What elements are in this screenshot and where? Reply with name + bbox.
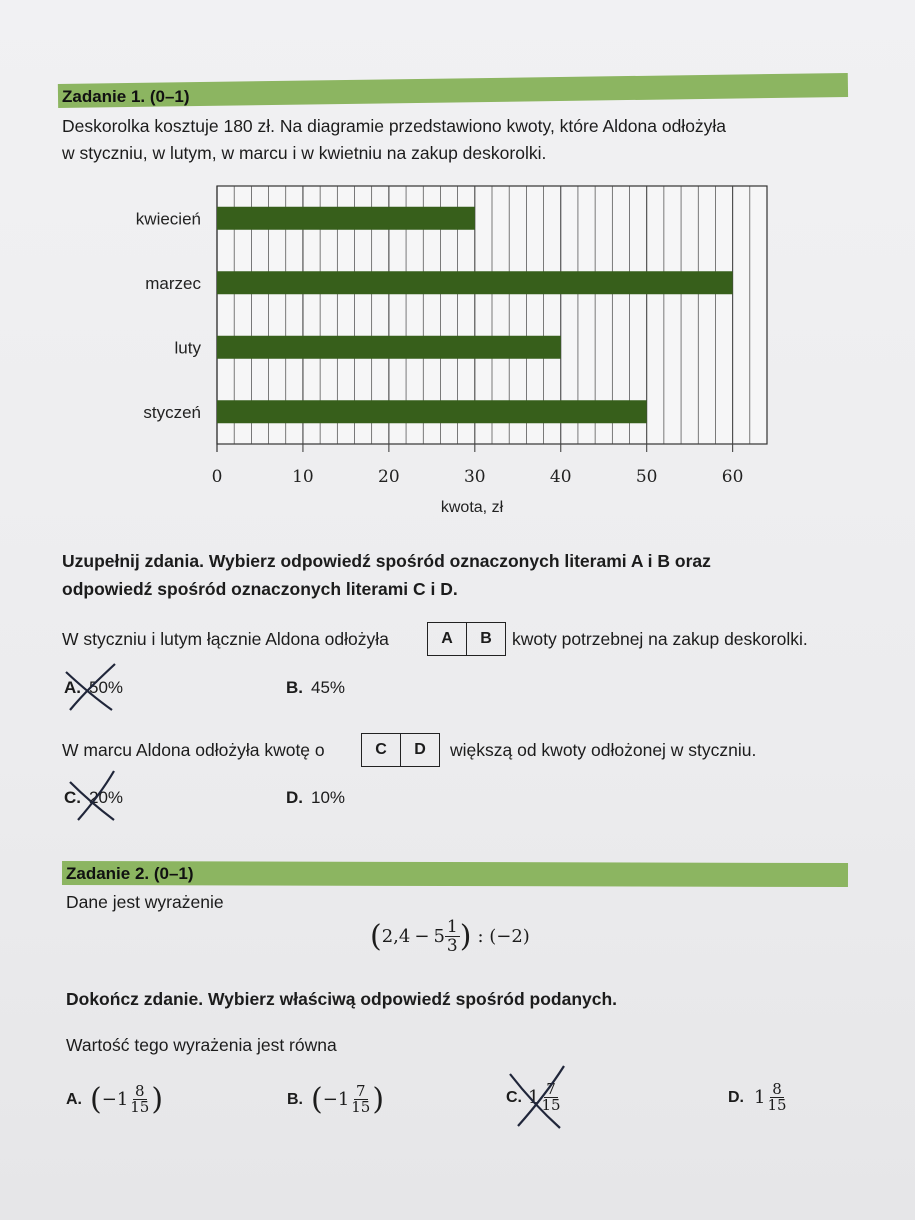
answer-b-den: 15 <box>351 1098 371 1116</box>
expr-tail: : (−2) <box>477 926 530 947</box>
bar-chart <box>0 0 915 540</box>
chart-tick-label: 20 <box>378 467 400 487</box>
answer-d-den: 15 <box>767 1096 787 1114</box>
expr-den: 3 <box>446 936 458 956</box>
answer-d-letter: D. <box>728 1088 744 1106</box>
option-d-value: 10% <box>311 788 346 807</box>
task2-instruction: Dokończ zdanie. Wybierz właściwą odpowiedź spośród podanych. <box>66 989 618 1009</box>
option-c-value: 20% <box>89 788 124 807</box>
answer-d-num: 8 <box>772 1080 782 1098</box>
chart-tick-label: 30 <box>463 467 486 487</box>
chart-category-label: kwiecień <box>135 209 201 229</box>
task2-sentence: Wartość tego wyrażenia jest równa <box>66 1035 337 1055</box>
option-b[interactable] <box>286 678 345 698</box>
answer-b-num: 7 <box>356 1082 366 1100</box>
answer-a-num: 8 <box>135 1082 145 1100</box>
expr-fraction <box>445 918 460 955</box>
choice-box-ab[interactable] <box>427 622 506 656</box>
sentence2-before: W marcu Aldona odłożyła kwotę o <box>62 740 325 760</box>
answer-a-sign: − <box>101 1089 117 1110</box>
chart-category-label: styczeń <box>143 402 201 422</box>
chart-tick-label: 50 <box>635 467 658 487</box>
task2-answer-b[interactable]: B. ( − 1 $\frac{7}{15}$ ) <box>287 1082 385 1117</box>
option-b-value: 45% <box>311 678 346 697</box>
task1-intro-line2: w styczniu, w lutym, w marcu i w kwietniu na zakup deskorolki. <box>62 143 547 163</box>
answer-b-sign: − <box>322 1089 338 1110</box>
task2-header: Zadanie 2. (0–1) <box>66 864 194 883</box>
task2-intro: Dane jest wyrażenie <box>66 892 224 912</box>
chart-tick-label: 60 <box>721 467 744 487</box>
answer-d-fraction <box>765 1082 788 1113</box>
expr-a: 2,4 <box>381 926 411 947</box>
task1-instruction-line2: odpowiedź spośród oznaczonych literami C i D. <box>62 579 458 599</box>
chart-x-axis-label: kwota, zł <box>440 499 504 516</box>
answer-b-fraction <box>349 1084 372 1115</box>
expr-num: 1 <box>446 917 458 937</box>
chart-bar <box>217 336 561 359</box>
option-c-letter: C. <box>64 788 81 807</box>
answer-b-whole: 1 <box>337 1089 350 1110</box>
answer-d-whole: 1 <box>754 1087 766 1108</box>
answer-b-letter: B. <box>287 1090 303 1108</box>
sentence1-before: W styczniu i lutym łącznie Aldona odłożyła <box>62 629 389 649</box>
expr-whole: 5 <box>433 926 445 947</box>
option-d-letter: D. <box>286 788 303 807</box>
pen-cross-icon <box>62 768 124 824</box>
option-a-value: 50% <box>89 678 124 697</box>
option-d[interactable] <box>286 788 345 808</box>
chart-tick-label: 10 <box>292 467 314 487</box>
answer-c-whole: 1 <box>528 1087 540 1108</box>
answer-c-num: 7 <box>546 1080 556 1098</box>
pen-cross-icon <box>60 660 120 715</box>
choice-a[interactable]: A <box>441 630 453 647</box>
answer-a-letter: A. <box>66 1090 82 1108</box>
task2-answer-a[interactable]: A. ( − 1 $\frac{8}{15}$ ) <box>66 1082 164 1117</box>
expr-minus: − <box>414 926 430 947</box>
choice-d[interactable]: D <box>400 734 439 766</box>
choice-box-cd[interactable] <box>361 733 440 767</box>
task2-answer-d[interactable] <box>728 1082 789 1113</box>
task2-expression: ( 2,4 − 5 $\frac{1}{3}$ ) : (−2) <box>370 917 530 956</box>
choice-b[interactable]: B <box>466 623 505 655</box>
chart-bar <box>217 207 475 230</box>
chart-tick-label: 0 <box>211 467 223 487</box>
task1-intro-line1: Deskorolka kosztuje 180 zł. Na diagramie przedstawiono kwoty, które Aldona odłożyła <box>62 116 727 136</box>
answer-a-den: 15 <box>130 1098 150 1116</box>
option-b-letter: B. <box>286 678 303 697</box>
sentence2-after: większą od kwoty odłożonej w styczniu. <box>450 740 757 760</box>
choice-c[interactable]: C <box>375 741 387 758</box>
task1-header: Zadanie 1. (0–1) <box>62 87 190 106</box>
answer-c-letter: C. <box>506 1088 522 1106</box>
sentence1-after: kwoty potrzebnej na zakup deskorolki. <box>512 629 808 649</box>
answer-a-fraction <box>128 1084 151 1115</box>
chart-category-label: marzec <box>145 273 201 293</box>
option-a-letter: A. <box>64 678 81 697</box>
answer-c-den: 15 <box>541 1096 561 1114</box>
pen-cross-icon <box>506 1064 572 1132</box>
answer-a-whole: 1 <box>116 1089 129 1110</box>
chart-category-label: luty <box>174 338 201 358</box>
chart-tick-label: 40 <box>549 467 572 487</box>
chart-bar <box>217 400 647 423</box>
task1-instruction-line1: Uzupełnij zdania. Wybierz odpowiedź spośród oznaczonych literami A i B oraz <box>62 551 711 571</box>
chart-bar <box>217 271 733 294</box>
